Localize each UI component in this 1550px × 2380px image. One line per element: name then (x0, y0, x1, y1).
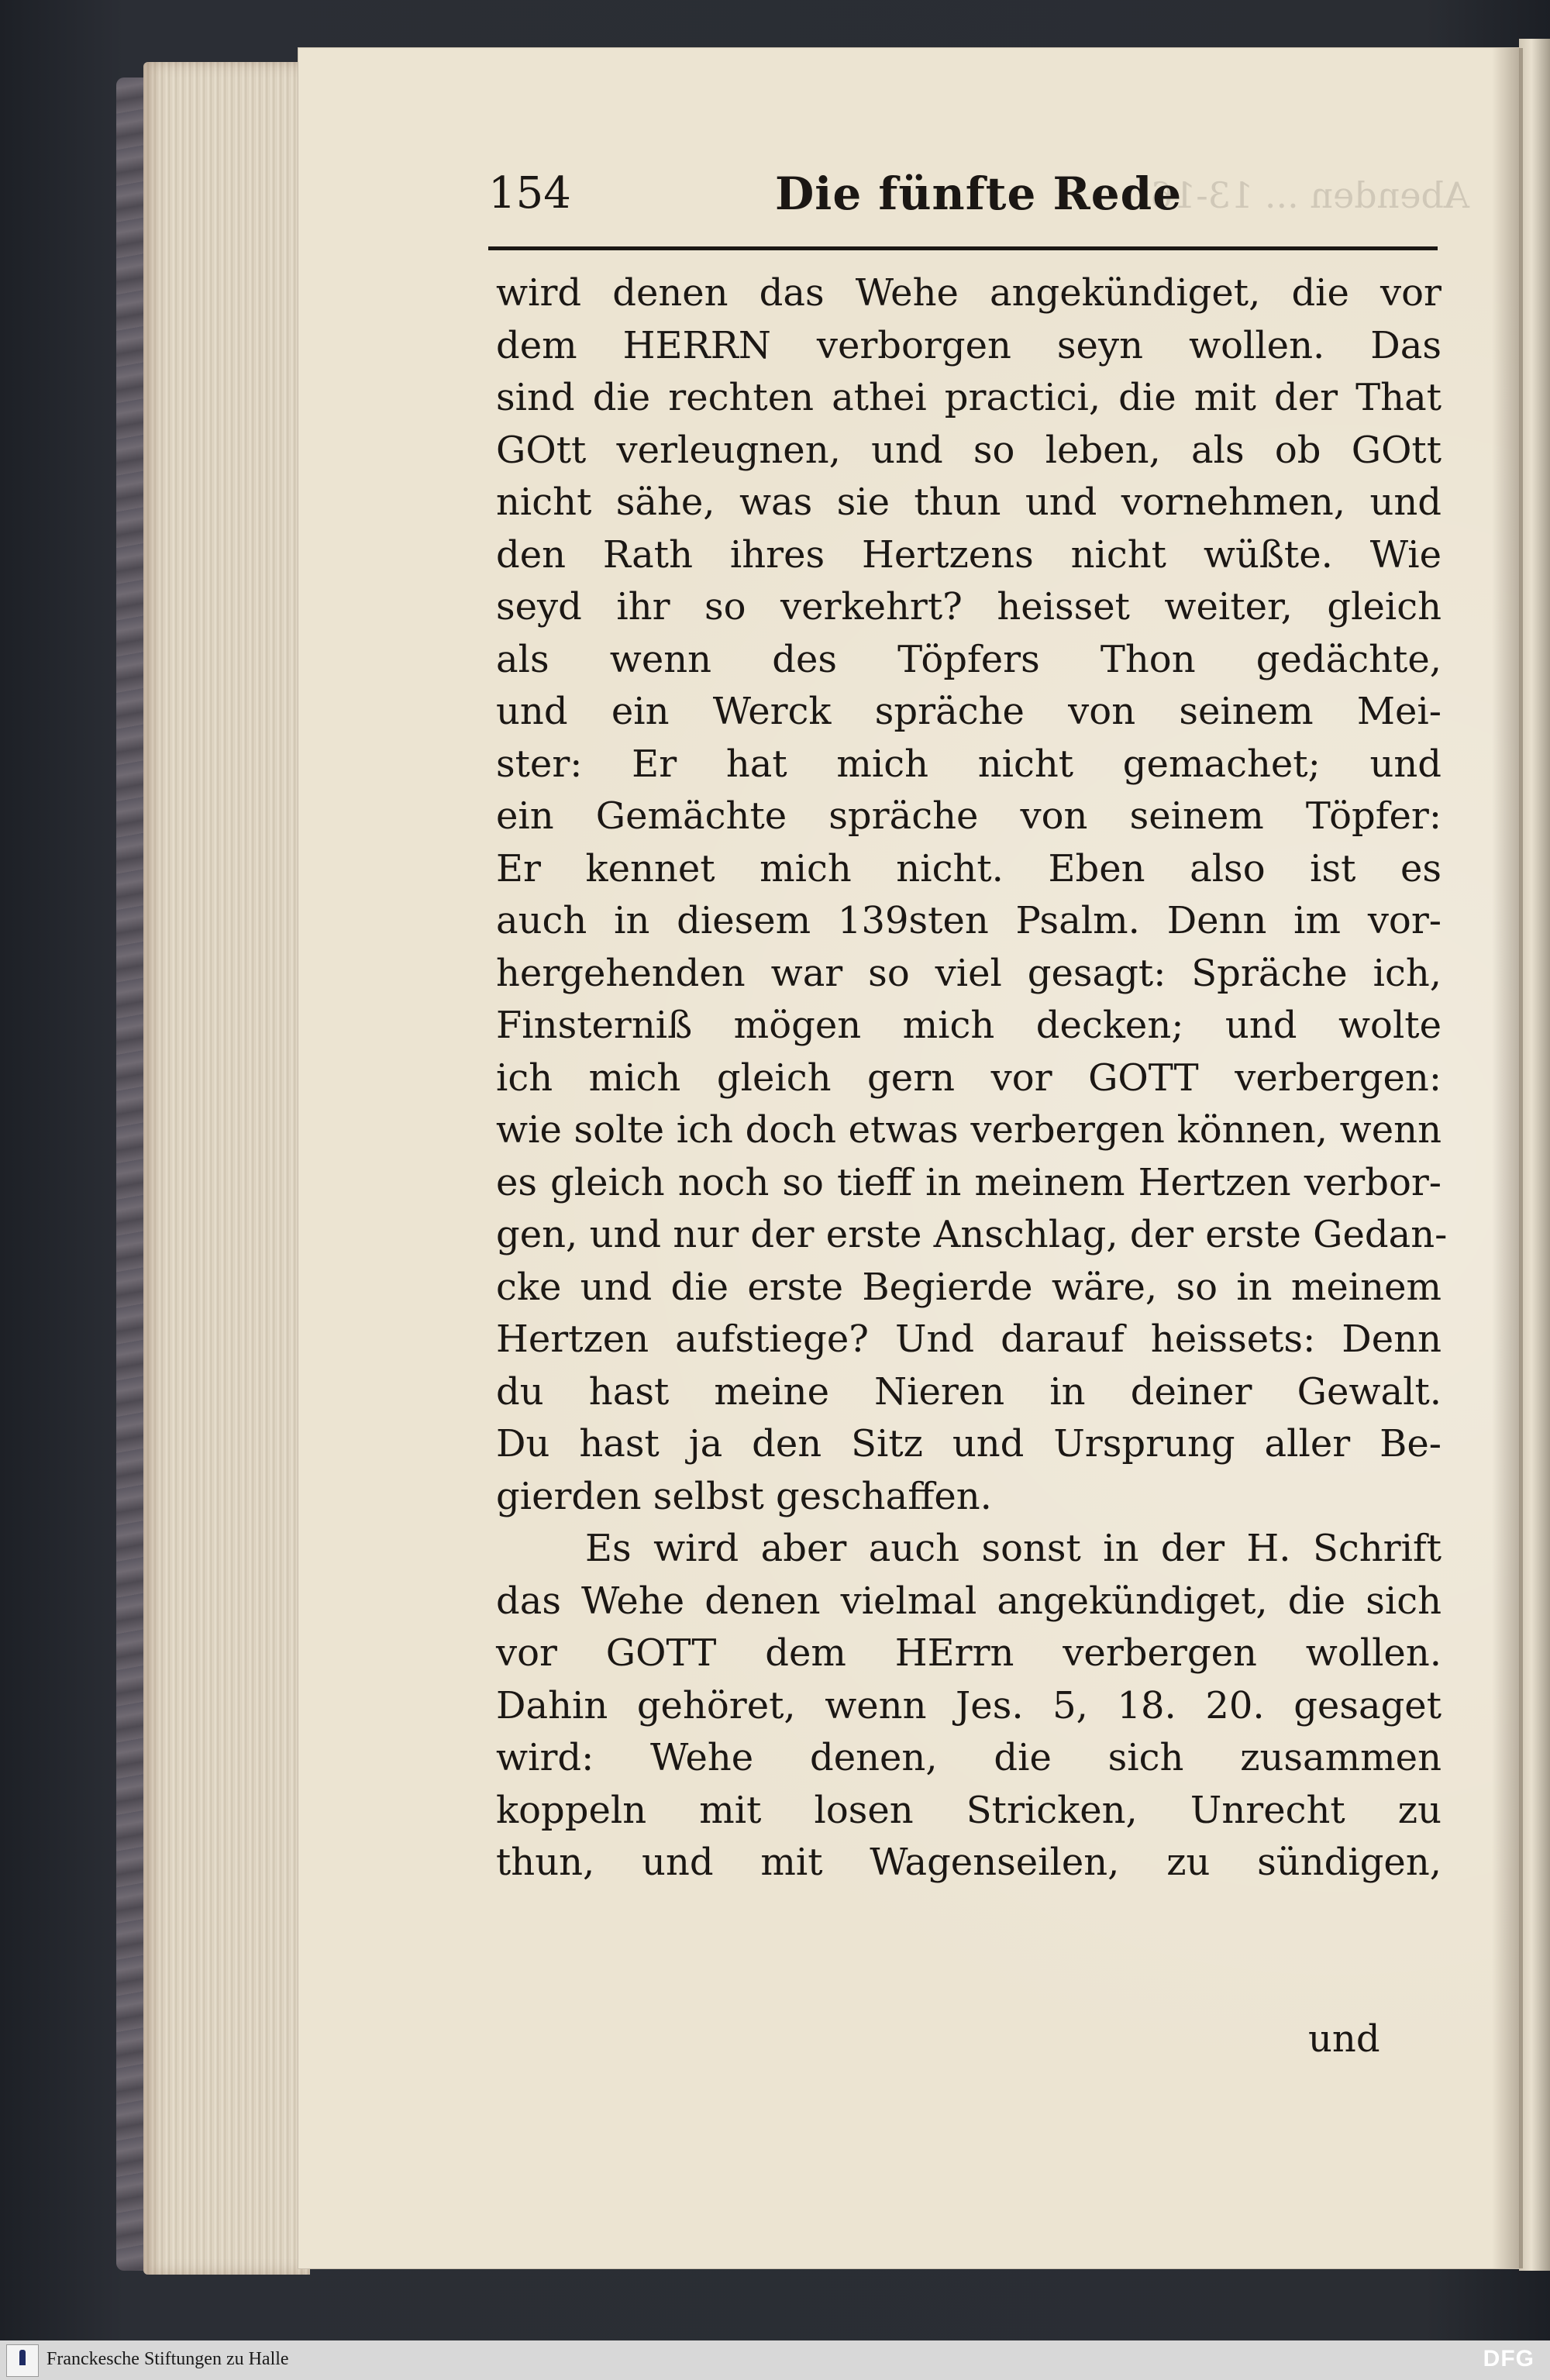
text-line: Du hast ja den Sitz und Ursprung aller Be- (496, 1422, 1442, 1466)
text-line: du hast meine Nieren in deiner Gewalt. (496, 1369, 1442, 1414)
text-line: Finsterniß mögen mich decken; und wolte (496, 1004, 1442, 1047)
text-line: gierden selbst geschaffen. (496, 1474, 992, 1518)
facing-page-edge (1519, 39, 1550, 2271)
text-line: koppeln mit losen Stricken, Unrecht zu (496, 1788, 1442, 1832)
text-line: gen, und nur der erste Anschlag, der erste Gedan- (496, 1213, 1448, 1256)
text-line: GOtt verleugnen, und so leben, als ob GOtt (496, 428, 1442, 472)
body-text (496, 267, 1448, 1889)
header-rule (488, 246, 1438, 250)
text-line: und ein Werck spräche von seinem Mei- (496, 690, 1442, 733)
text-line: thun, und mit Wagenseilen, zu sündigen, (496, 1841, 1442, 1884)
institution-name: Franckesche Stiftungen zu Halle (46, 2349, 289, 2369)
text-line: wie solte ich doch etwas verbergen können, wenn (496, 1108, 1442, 1152)
running-head: Die fünfte Rede (775, 167, 1183, 220)
dfg-logo: DFG (1483, 2346, 1534, 2371)
text-line: wird: Wehe denen, die sich zusammen (496, 1736, 1442, 1779)
page-header (488, 167, 1438, 229)
text-line: als wenn des Töpfers Thon gedächte, (496, 637, 1442, 681)
text-line: wird denen das Wehe angekündiget, die vor (496, 271, 1442, 315)
text-line: cke und die erste Begierde wäre, so in meinem (496, 1265, 1442, 1309)
text-line: das Wehe denen vielmal angekündiget, die sich (496, 1579, 1442, 1623)
text-line: Er kennet mich nicht. Eben also ist es (496, 846, 1442, 890)
text-line: hergehenden war so viel gesagt: Spräche ich, (496, 951, 1442, 995)
catchword: und (1308, 2017, 1380, 2061)
text-line: sind die rechten athei practici, die mit der That (496, 376, 1442, 419)
bleed-through-text: Abenden ... 13-16. (1139, 174, 1470, 216)
text-line: es gleich noch so tieff in meinem Hertzen verbor- (496, 1160, 1442, 1204)
text-line: ein Gemächte spräche von seinem Töpfer: (496, 794, 1442, 838)
page-block-edges (143, 62, 310, 2275)
text-line: Es wird aber auch sonst in der H. Schrift (585, 1527, 1442, 1570)
text-line: auch in diesem 139sten Psalm. Denn im vor- (496, 899, 1442, 942)
page-number: 154 (488, 168, 571, 219)
text-line: Hertzen aufstiege? Und darauf heissets: Denn (496, 1317, 1442, 1361)
text-line: nicht sähe, was sie thun und vornehmen, und (496, 480, 1442, 524)
text-line: vor GOTT dem HErrn verbergen wollen. (496, 1631, 1442, 1675)
institution-logo-icon (6, 2344, 39, 2377)
text-line: seyd ihr so verkehrt? heisset weiter, gleich (496, 585, 1442, 629)
text-line: ster: Er hat mich nicht gemachet; und (496, 742, 1442, 786)
gutter-shadow (1492, 48, 1523, 2268)
logo-mark-icon (19, 2350, 26, 2365)
text-line: ich mich gleich gern vor GOTT verbergen: (496, 1056, 1442, 1100)
text-line: dem HERRN verborgen seyn wollen. Das (496, 323, 1442, 367)
text-line: den Rath ihres Hertzens nicht wüßte. Wie (496, 532, 1442, 577)
text-line: Dahin gehöret, wenn Jes. 5, 18. 20. gesaget (496, 1683, 1442, 1727)
